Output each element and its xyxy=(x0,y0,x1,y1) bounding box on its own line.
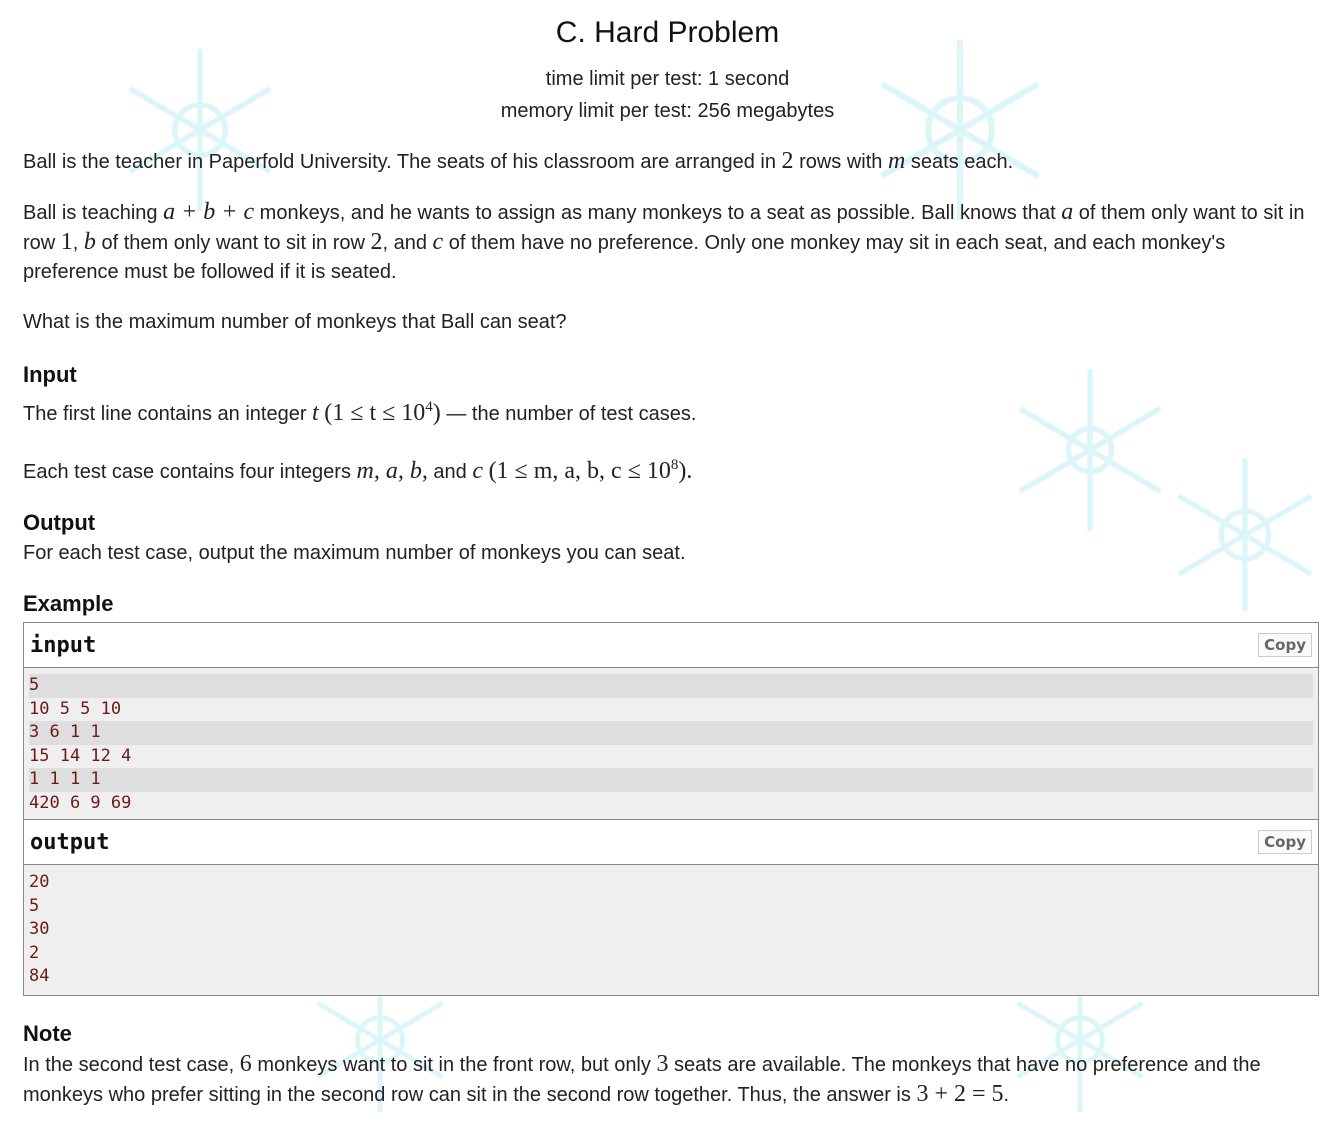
math: m, a, b, xyxy=(356,458,428,484)
memory-limit: memory limit per test: 256 megabytes xyxy=(500,100,835,122)
text: . xyxy=(1003,1083,1010,1106)
math: 3 + 2 = 5 xyxy=(916,1080,1004,1107)
example-output-content[interactable] xyxy=(24,865,1318,995)
text: , and xyxy=(382,232,433,254)
text: , xyxy=(72,232,84,254)
example-input-content[interactable] xyxy=(24,668,1318,819)
input-header: Input xyxy=(23,362,77,387)
output-header: Output xyxy=(23,510,96,535)
text: monkeys, and he wants to assign as many monkeys to a seat as possible. Ball knows that xyxy=(254,202,1062,224)
math: 3 xyxy=(656,1050,669,1077)
text: — the number of test cases. xyxy=(440,403,697,425)
math: t xyxy=(312,400,319,426)
problem-title: C. Hard Problem xyxy=(555,16,780,49)
math-range: (1 ≤ m, a, b, c ≤ 10 xyxy=(488,458,671,484)
note-header: Note xyxy=(23,1020,72,1046)
text: rows with xyxy=(793,151,888,173)
text: The first line contains an integer xyxy=(23,403,313,425)
math: a xyxy=(1061,199,1074,225)
input-line: 3 6 1 1 xyxy=(29,721,1313,745)
problem-limits xyxy=(23,63,1312,127)
example-output-label: output xyxy=(30,829,110,855)
math: c xyxy=(472,458,483,484)
input-line: 420 6 9 69 xyxy=(29,792,132,813)
output-line: 5 xyxy=(29,895,40,916)
example-box xyxy=(23,622,1319,996)
math: b xyxy=(83,229,96,255)
text: monkeys want to sit in the front row, but only xyxy=(251,1053,657,1076)
text: In the second test case, xyxy=(23,1053,240,1076)
text: Ball is the teacher in Paperfold University. The seats of his classroom are arranged in xyxy=(23,151,782,173)
input-line: 5 xyxy=(29,674,1313,698)
math: 6 xyxy=(239,1050,252,1077)
output-line: 20 xyxy=(29,872,50,892)
math-exponent: 8 xyxy=(670,457,679,473)
math: m xyxy=(887,148,906,174)
text: seats each. xyxy=(905,151,1014,173)
text: Each test case contains four integers xyxy=(23,461,357,483)
math: c xyxy=(432,229,444,255)
math: 2 xyxy=(781,148,794,174)
text: of them only want to sit in row xyxy=(95,232,371,254)
input-line: 15 14 12 4 xyxy=(29,745,132,766)
output-text: For each test case, output the maximum number of monkeys you can seat. xyxy=(23,542,686,564)
copy-output-button[interactable]: Copy xyxy=(1258,830,1312,854)
time-limit: time limit per test: 1 second xyxy=(545,68,790,90)
math: 2 xyxy=(370,229,383,255)
output-line: 2 xyxy=(29,942,40,963)
math: 1 xyxy=(60,229,73,255)
example-output-header xyxy=(24,819,1318,865)
statement-paragraph-1 xyxy=(23,147,1312,177)
copy-input-button[interactable]: Copy xyxy=(1258,633,1312,657)
math xyxy=(489,458,693,484)
output-line: 30 xyxy=(29,919,50,939)
statement-paragraph-3: What is the maximum number of monkeys that Ball can seat? xyxy=(23,311,567,333)
input-line-2 xyxy=(23,451,1312,487)
statement-paragraph-2 xyxy=(23,198,1312,287)
text: seats are available. The monkeys that have no preference and the monkeys who prefer sitting in the second row can sit in the second row together. Thus, the answer is xyxy=(23,1053,1261,1106)
text: of them only want to sit in row xyxy=(23,202,1305,254)
math-close: ) xyxy=(432,400,441,426)
math: a + b + c xyxy=(163,199,255,225)
example-input-header xyxy=(24,623,1318,668)
math xyxy=(324,400,441,426)
input-line: 10 5 5 10 xyxy=(29,698,122,719)
text: and xyxy=(427,461,473,483)
input-line: 1 1 1 1 xyxy=(29,768,1313,792)
math-close: ). xyxy=(678,458,693,484)
output-line: 84 xyxy=(29,966,50,986)
math-range: (1 ≤ t ≤ 10 xyxy=(324,400,426,426)
example-header: Example xyxy=(23,591,114,616)
text: of them have no preference. Only one monkey may sit in each seat, and each monkey's preference must be followed if it is seated. xyxy=(23,232,1226,283)
math-exponent: 4 xyxy=(425,399,433,415)
text: Ball is teaching xyxy=(23,202,164,224)
note-text xyxy=(23,1050,1312,1110)
example-input-label: input xyxy=(30,632,97,658)
input-line-1 xyxy=(23,393,1312,429)
